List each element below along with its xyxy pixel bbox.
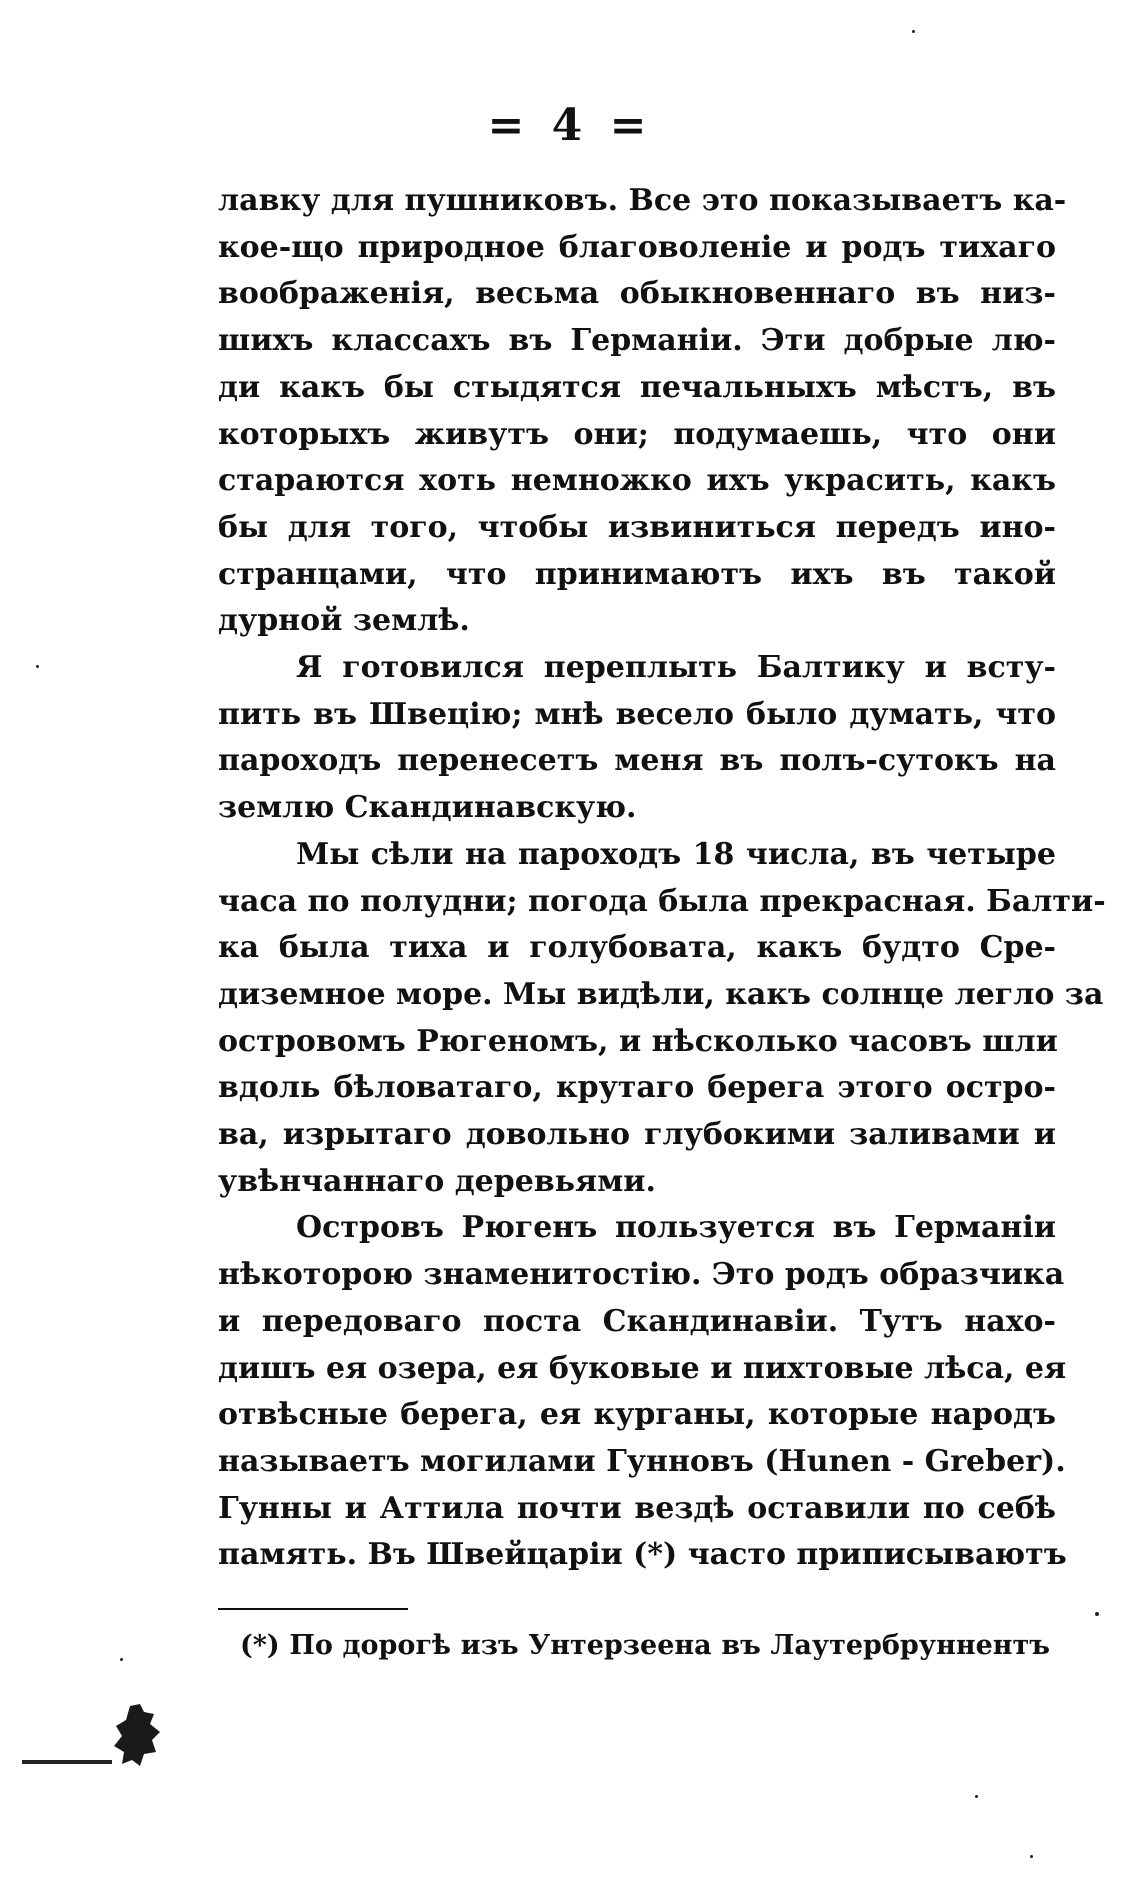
paragraph bbox=[218, 1205, 1067, 1579]
footnote: (*) По дорогѣ изъ Унтерзеена въ Лаутербруннентъ bbox=[240, 1630, 1050, 1661]
ink-blot bbox=[110, 1702, 166, 1770]
text-line: Островъ Рюгенъ пользуется въ Германіи bbox=[296, 1210, 1056, 1246]
text-line: кое-що природное благоволеніе и родъ тихаго bbox=[218, 229, 1056, 265]
scan-speck bbox=[912, 30, 915, 33]
text-line: вдоль бѣловатаго, крутаго берега этого остро- bbox=[218, 1070, 1056, 1106]
text-line: ва, изрытаго довольно глубокими заливами и bbox=[218, 1117, 1056, 1153]
text-line: память. Въ Швейцаріи (*) часто приписываютъ bbox=[218, 1537, 1067, 1573]
text-line: странцами, что принимаютъ ихъ въ такой bbox=[218, 556, 1056, 592]
text-line: островомъ Рюгеномъ, и нѣсколько часовъ шли bbox=[218, 1023, 1058, 1059]
text-line: стараются хоть немножко ихъ украсить, какъ bbox=[218, 463, 1056, 499]
text-line: ди какъ бы стыдятся печальныхъ мѣстъ, въ bbox=[218, 369, 1056, 405]
text-line: и передоваго поста Скандинавіи. Тутъ нахо- bbox=[218, 1303, 1056, 1339]
text-line: часа по полудни; погода была прекрасная. Балти- bbox=[218, 883, 1106, 919]
paragraph bbox=[218, 178, 1067, 645]
body-text bbox=[218, 178, 1106, 1579]
text-line: дишъ ея озера, ея буковые и пихтовые лѣса, ея bbox=[218, 1350, 1067, 1386]
paragraph bbox=[218, 645, 1056, 832]
text-line: Гунны и Аттила почти вездѣ оставили по себѣ bbox=[218, 1490, 1056, 1526]
text-line: отвѣсные берега, ея курганы, которые народъ bbox=[218, 1397, 1056, 1433]
scan-edge-mark bbox=[22, 1760, 112, 1764]
text-line: увѣнчаннаго деревьями. bbox=[218, 1163, 656, 1199]
text-line: лавку для пушниковъ. Все это показываетъ ка- bbox=[218, 183, 1067, 218]
page-number: = 4 = bbox=[487, 100, 653, 151]
scan-speck bbox=[1030, 1855, 1033, 1858]
text-line: бы для того, чтобы извиниться передъ ино- bbox=[218, 509, 1056, 545]
text-line: диземное море. Мы видѣли, какъ солнце легло за bbox=[218, 976, 1104, 1012]
scan-speck bbox=[36, 665, 39, 668]
text-line: шихъ классахъ въ Германіи. Эти добрые лю- bbox=[218, 323, 1056, 359]
text-line: дурной землѣ. bbox=[218, 603, 470, 639]
text-line: ка была тиха и голубовата, какъ будто Сре- bbox=[218, 930, 1056, 966]
scan-speck bbox=[975, 1795, 978, 1798]
text-line: землю Скандинавскую. bbox=[218, 790, 637, 826]
text-line: пить въ Швецію; мнѣ весело было думать, что bbox=[218, 696, 1056, 732]
scan-speck bbox=[1095, 1612, 1099, 1616]
text-line: называетъ могилами Гунновъ (Hunen - Greber). bbox=[218, 1443, 1066, 1479]
text-line: которыхъ живутъ они; подумаешь, что они bbox=[218, 416, 1056, 452]
text-line: Мы сѣли на пароходъ 18 числа, въ четыре bbox=[296, 836, 1056, 872]
text-line: Я готовился переплыть Балтику и всту- bbox=[296, 650, 1056, 686]
footnote-rule bbox=[218, 1608, 408, 1610]
scan-speck bbox=[120, 1658, 123, 1661]
text-line: воображенія, весьма обыкновеннаго въ низ- bbox=[218, 276, 1056, 312]
paragraph bbox=[218, 832, 1106, 1206]
text-line: нѣкоторою знаменитостію. Это родъ образчика bbox=[218, 1257, 1065, 1293]
text-line: пароходъ перенесетъ меня въ полъ-сутокъ на bbox=[218, 743, 1056, 779]
